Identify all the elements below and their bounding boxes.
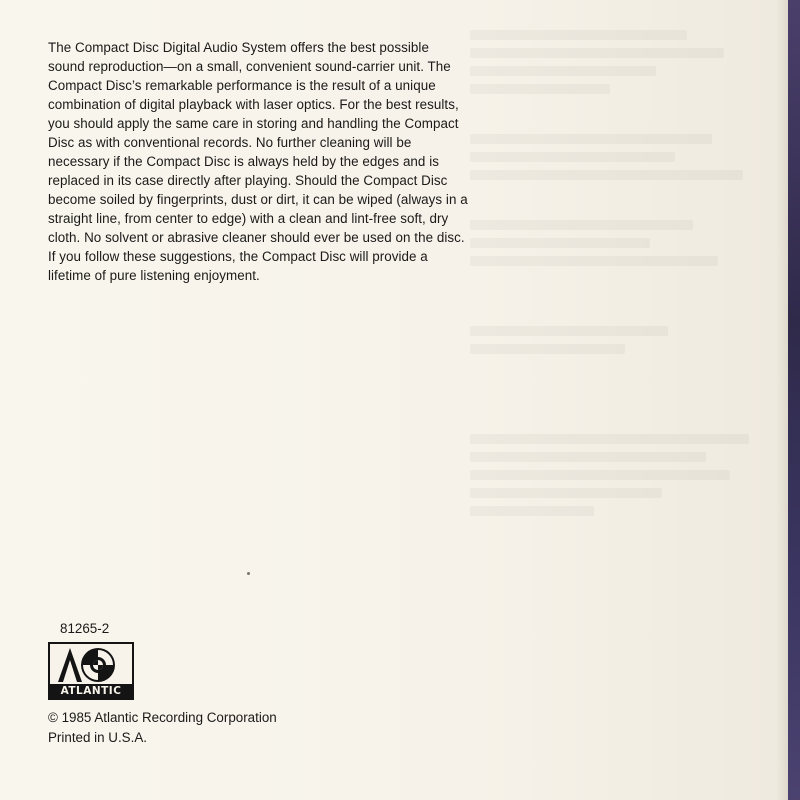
printed-in-notice: Printed in U.S.A. bbox=[48, 730, 147, 745]
atlantic-logo-wordmark: ATLANTIC bbox=[50, 684, 132, 698]
atlantic-logo-icon bbox=[50, 644, 132, 686]
show-through-text bbox=[470, 30, 780, 710]
adjacent-panel-edge bbox=[788, 0, 800, 800]
catalog-number: 81265-2 bbox=[60, 621, 110, 636]
cd-care-instructions: The Compact Disc Digital Audio System offers the best possible sound reproduction—on a small, convenient sound-carrier unit. The Compact Disc’s remarkable performance is the result of a unique combination of digital playback with laser optics. For the best results, you should apply the same care in storing and handling the Compact Disc as with conventional records. No further cleaning will be necessary if the Compact Disc is always held by the edges and is replaced in its case directly after playing. Should the Compact Disc become soiled by fingerprints, dust or dirt, it can be wiped (always in a straight line, from center to edge) with a clean and lint-free soft, dry cloth. No solvent or abrasive cleaner should ever be used on the disc. If you follow these suggestions, the Compact Disc will provide a lifetime of pure listening enjoyment. bbox=[48, 40, 468, 283]
paper-speck bbox=[247, 572, 250, 575]
copyright-notice: © 1985 Atlantic Recording Corporation bbox=[48, 710, 277, 725]
atlantic-logo bbox=[48, 642, 134, 700]
